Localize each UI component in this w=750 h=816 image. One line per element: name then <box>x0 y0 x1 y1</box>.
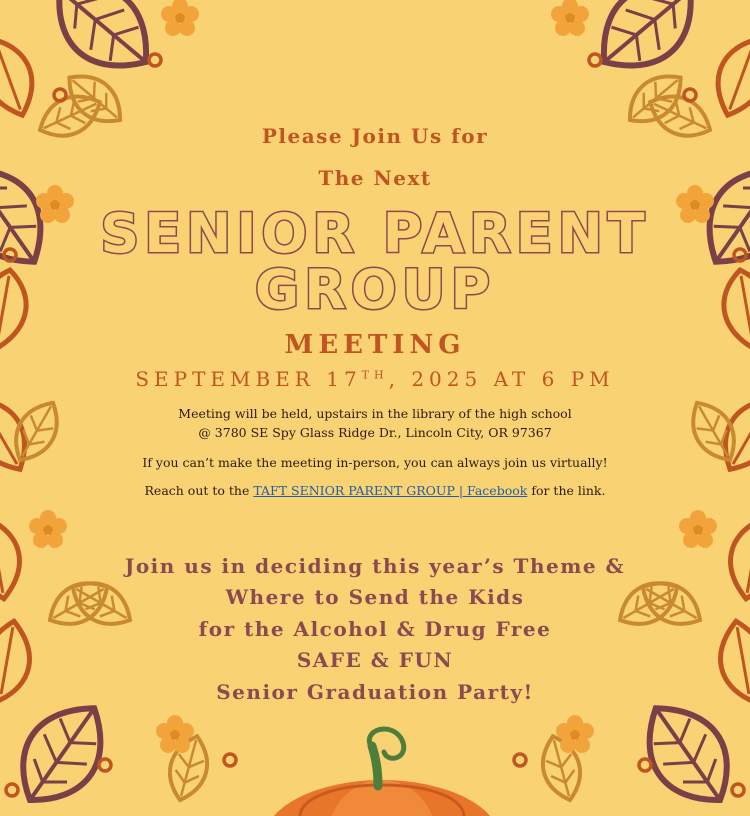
reach-prefix: Reach out to the <box>144 483 254 498</box>
date-part-1: SEPTEMBER 17 <box>135 367 362 391</box>
location-line-1: Meeting will be held, upstairs in the library of the high school <box>178 406 572 421</box>
closing-line-3: for the Alcohol & Drug Free <box>198 617 552 641</box>
location-line-2: @ 3780 SE Spy Glass Ridge Dr., Lincoln City, OR 97367 <box>198 425 552 440</box>
closing-line-4: SAFE & FUN <box>296 648 454 672</box>
date-part-2: , 2025 AT 6 PM <box>388 367 615 391</box>
meeting-date <box>0 367 750 391</box>
facebook-group-link[interactable]: TAFT SENIOR PARENT GROUP | Facebook <box>253 483 528 498</box>
closing-line-2: Where to Send the Kids <box>225 585 525 609</box>
title-line-1: SENIOR PARENT <box>100 202 650 265</box>
meeting-heading: MEETING <box>284 330 466 360</box>
virtual-note: If you can’t make the meeting in-person, you can always join us virtually! <box>142 455 608 470</box>
date-suffix: TH <box>361 368 389 382</box>
closing-line-5: Senior Graduation Party! <box>216 680 534 704</box>
reach-suffix: for the link. <box>527 483 606 498</box>
intro-line-2: The Next <box>318 166 432 190</box>
title-line-2: GROUP <box>254 258 496 321</box>
intro-line-1: Please Join Us for <box>261 124 489 148</box>
closing-line-1: Join us in deciding this year’s Theme & <box>124 554 626 578</box>
reach-out-line <box>0 481 750 500</box>
